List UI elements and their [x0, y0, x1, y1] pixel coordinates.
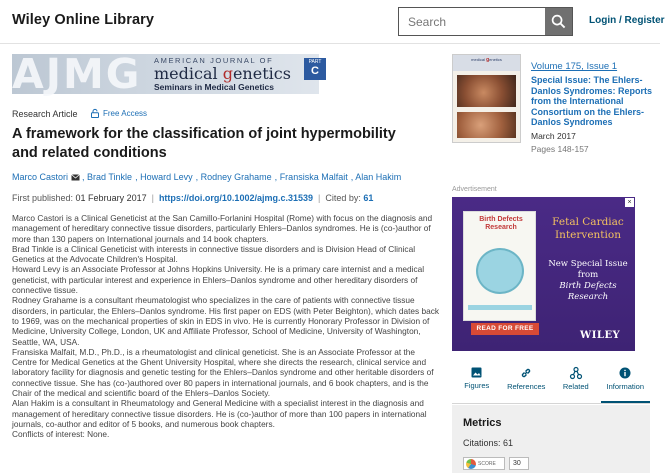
altmetric-logo: SCORE	[463, 457, 505, 470]
author-list: Marco Castori , Brad Tinkle , Howard Levy , Rodney Grahame , Fransiska Malfait , Alan Hakim	[12, 172, 402, 182]
citations-count: Citations: 61	[463, 438, 514, 448]
cover-journal-band: medical genetics	[453, 55, 520, 71]
issue-date: March 2017	[531, 131, 576, 141]
search-input[interactable]	[399, 8, 546, 35]
article-type: Research Article	[12, 109, 78, 119]
metrics-heading: Metrics	[463, 417, 502, 429]
site-header	[0, 0, 665, 44]
ad-subheadline: New Special Issue from Birth Defects Research	[548, 259, 628, 302]
ad-publisher-logo: WILEY	[580, 330, 621, 341]
tab-label: References	[507, 382, 546, 391]
tab-label: Figures	[464, 381, 490, 390]
unlock-icon	[91, 109, 99, 118]
journal-part-badge: PART C	[304, 58, 326, 80]
tab-related[interactable]	[551, 364, 601, 403]
tab-references[interactable]	[502, 364, 552, 403]
journal-banner[interactable]	[12, 50, 322, 98]
author-link[interactable]: Brad Tinkle	[87, 172, 133, 182]
author-link[interactable]: Howard Levy	[140, 172, 193, 182]
tab-figures[interactable]	[452, 364, 502, 403]
cover-photo	[457, 75, 516, 107]
publication-meta: First published: 01 February 2017 | https://doi.org/10.1002/ajmg.c.31539 | Cited by: 61	[12, 193, 374, 203]
article-title: A framework for the classification of joint hypermobility and related conditions	[12, 126, 396, 161]
tab-label: Related	[562, 382, 589, 391]
info-icon	[619, 367, 631, 379]
author-link[interactable]: Alan Hakim	[355, 172, 402, 182]
bio-paragraph: Alan Hakim is a consultant in Rheumatology and General Medicine with a specialist interest in the diagnosis and management of hereditary connective tissue disorders. He is (co-)author of more than 100 papers in international journals, co-author and editor of 5 books, and numerous book chapters.	[12, 398, 427, 429]
altmetric-donut-icon	[466, 459, 476, 469]
image-icon	[471, 367, 482, 378]
doi-link[interactable]: https://doi.org/10.1002/ajmg.c.31539	[158, 193, 313, 203]
bio-paragraph: Brad Tinkle is a Clinical Geneticist with interests in connective tissue disorders and is Division Head of Clinical Genetics at the Advocate Children's Hospital.	[12, 243, 416, 265]
journal-name-line1: AMERICAN JOURNAL OF	[154, 56, 274, 65]
site-logo[interactable]: Wiley Online Library	[12, 12, 155, 28]
article-side-tabs	[452, 364, 650, 404]
search-box	[398, 7, 573, 36]
ad-read-free-button[interactable]: READ FOR FREE	[471, 323, 539, 335]
search-button[interactable]	[545, 8, 572, 35]
cited-by-count[interactable]: 61	[363, 193, 374, 203]
author-biographies	[12, 213, 442, 440]
issue-pages: Pages 148-157	[531, 144, 589, 154]
first-published-label: First published:	[12, 193, 74, 203]
journal-name-line2: medical genetics	[154, 64, 291, 83]
tab-information[interactable]	[601, 364, 651, 403]
special-issue-link[interactable]: Special Issue: The Ehlers-Danlos Syndromes: Reports from the International Consortium on the Ehlers-Danlos Syndromes	[531, 75, 653, 127]
metrics-panel	[452, 405, 650, 473]
bio-paragraph: Rodney Grahame is a consultant rheumatologist who specializes in the care of patients with connective tissue disorders, in particular, the Ehlers–Danlos syndrome. His first paper on EDS (with Peter Beighton), which dates back to 1969, was on the mechanical properties of skin in EDS in vivo. He is currently Honorary Professor in Division of Medicine, University College, London, UK and Affiliate Professor, School of Medicine, University of Washington, Seattle, WA, USA.	[12, 295, 440, 347]
ad-cover-footer	[468, 305, 532, 310]
search-icon	[551, 14, 566, 29]
author-link[interactable]: Fransiska Malfait	[279, 172, 348, 182]
free-access-label: Free Access	[103, 109, 148, 118]
volume-issue-link[interactable]: Volume 175, Issue 1	[531, 61, 618, 72]
login-register-link[interactable]: Login / Register	[589, 15, 665, 26]
bio-paragraph: Fransiska Malfait, M.D., Ph.D., is a rheumatologist and clinical geneticist. She is an Associate Professor at the Centre for Medical Genetics at the Ghent University Hospital, where she directs the research, clinical service and laboratory facility for diagnosis and genetic testing for the Ehlers–Danlos syndrome and other heritable disorders of connective tissue. She has (co-)authored over 80 papers in international journals, and 6 book chapters, and is the Chair of the medical and scientific board of the Ehlers–Danlos Society.	[12, 346, 434, 399]
ad-cover-title: Birth Defects Research	[479, 216, 523, 231]
bio-paragraph: Howard Levy is an Associate Professor at Johns Hopkins University. He is a primary care internist and a medical geneticist, with particular interest and experience in Ehlers–Danlos syndrome and other hereditary disorders of connective tissue.	[12, 264, 425, 296]
ad-journal-cover	[463, 211, 536, 321]
first-published-date: 01 February 2017	[75, 193, 147, 203]
bio-paragraph: Marco Castori is a Clinical Geneticist at the San Camillo-Forlanini Hospital (Rome) with focus on the diagnosis and management of hereditary connective tissue disorders, particularly Ehlers–Danlos syndromes. He is (co-)author of more than 130 papers on International journals and 14 book chapters.	[12, 213, 433, 244]
author-link[interactable]: Rodney Grahame	[200, 172, 272, 182]
ad-headline: Fetal Cardiac Intervention	[552, 216, 624, 241]
altmetric-score: 30	[509, 457, 529, 470]
journal-abbreviation: AJMG	[12, 50, 142, 98]
ad-close-icon[interactable]: ×	[625, 198, 634, 207]
free-access-badge	[91, 109, 147, 118]
advertisement-banner[interactable]	[452, 197, 635, 351]
author-link[interactable]: Marco Castori	[12, 172, 69, 182]
tab-label: Information	[606, 382, 645, 391]
issue-cover-image[interactable]	[452, 54, 521, 143]
email-icon[interactable]	[71, 174, 80, 181]
altmetric-badge[interactable]	[463, 457, 529, 470]
cited-by-label: Cited by:	[325, 193, 361, 203]
link-icon	[520, 367, 532, 379]
ad-cover-illustration	[476, 248, 524, 294]
cover-photo	[457, 112, 516, 138]
bio-paragraph: Conflicts of interest: None.	[12, 429, 110, 440]
related-icon	[570, 367, 582, 379]
journal-subtitle: Seminars in Medical Genetics	[154, 82, 274, 92]
advertisement-label: Advertisement	[452, 186, 497, 193]
